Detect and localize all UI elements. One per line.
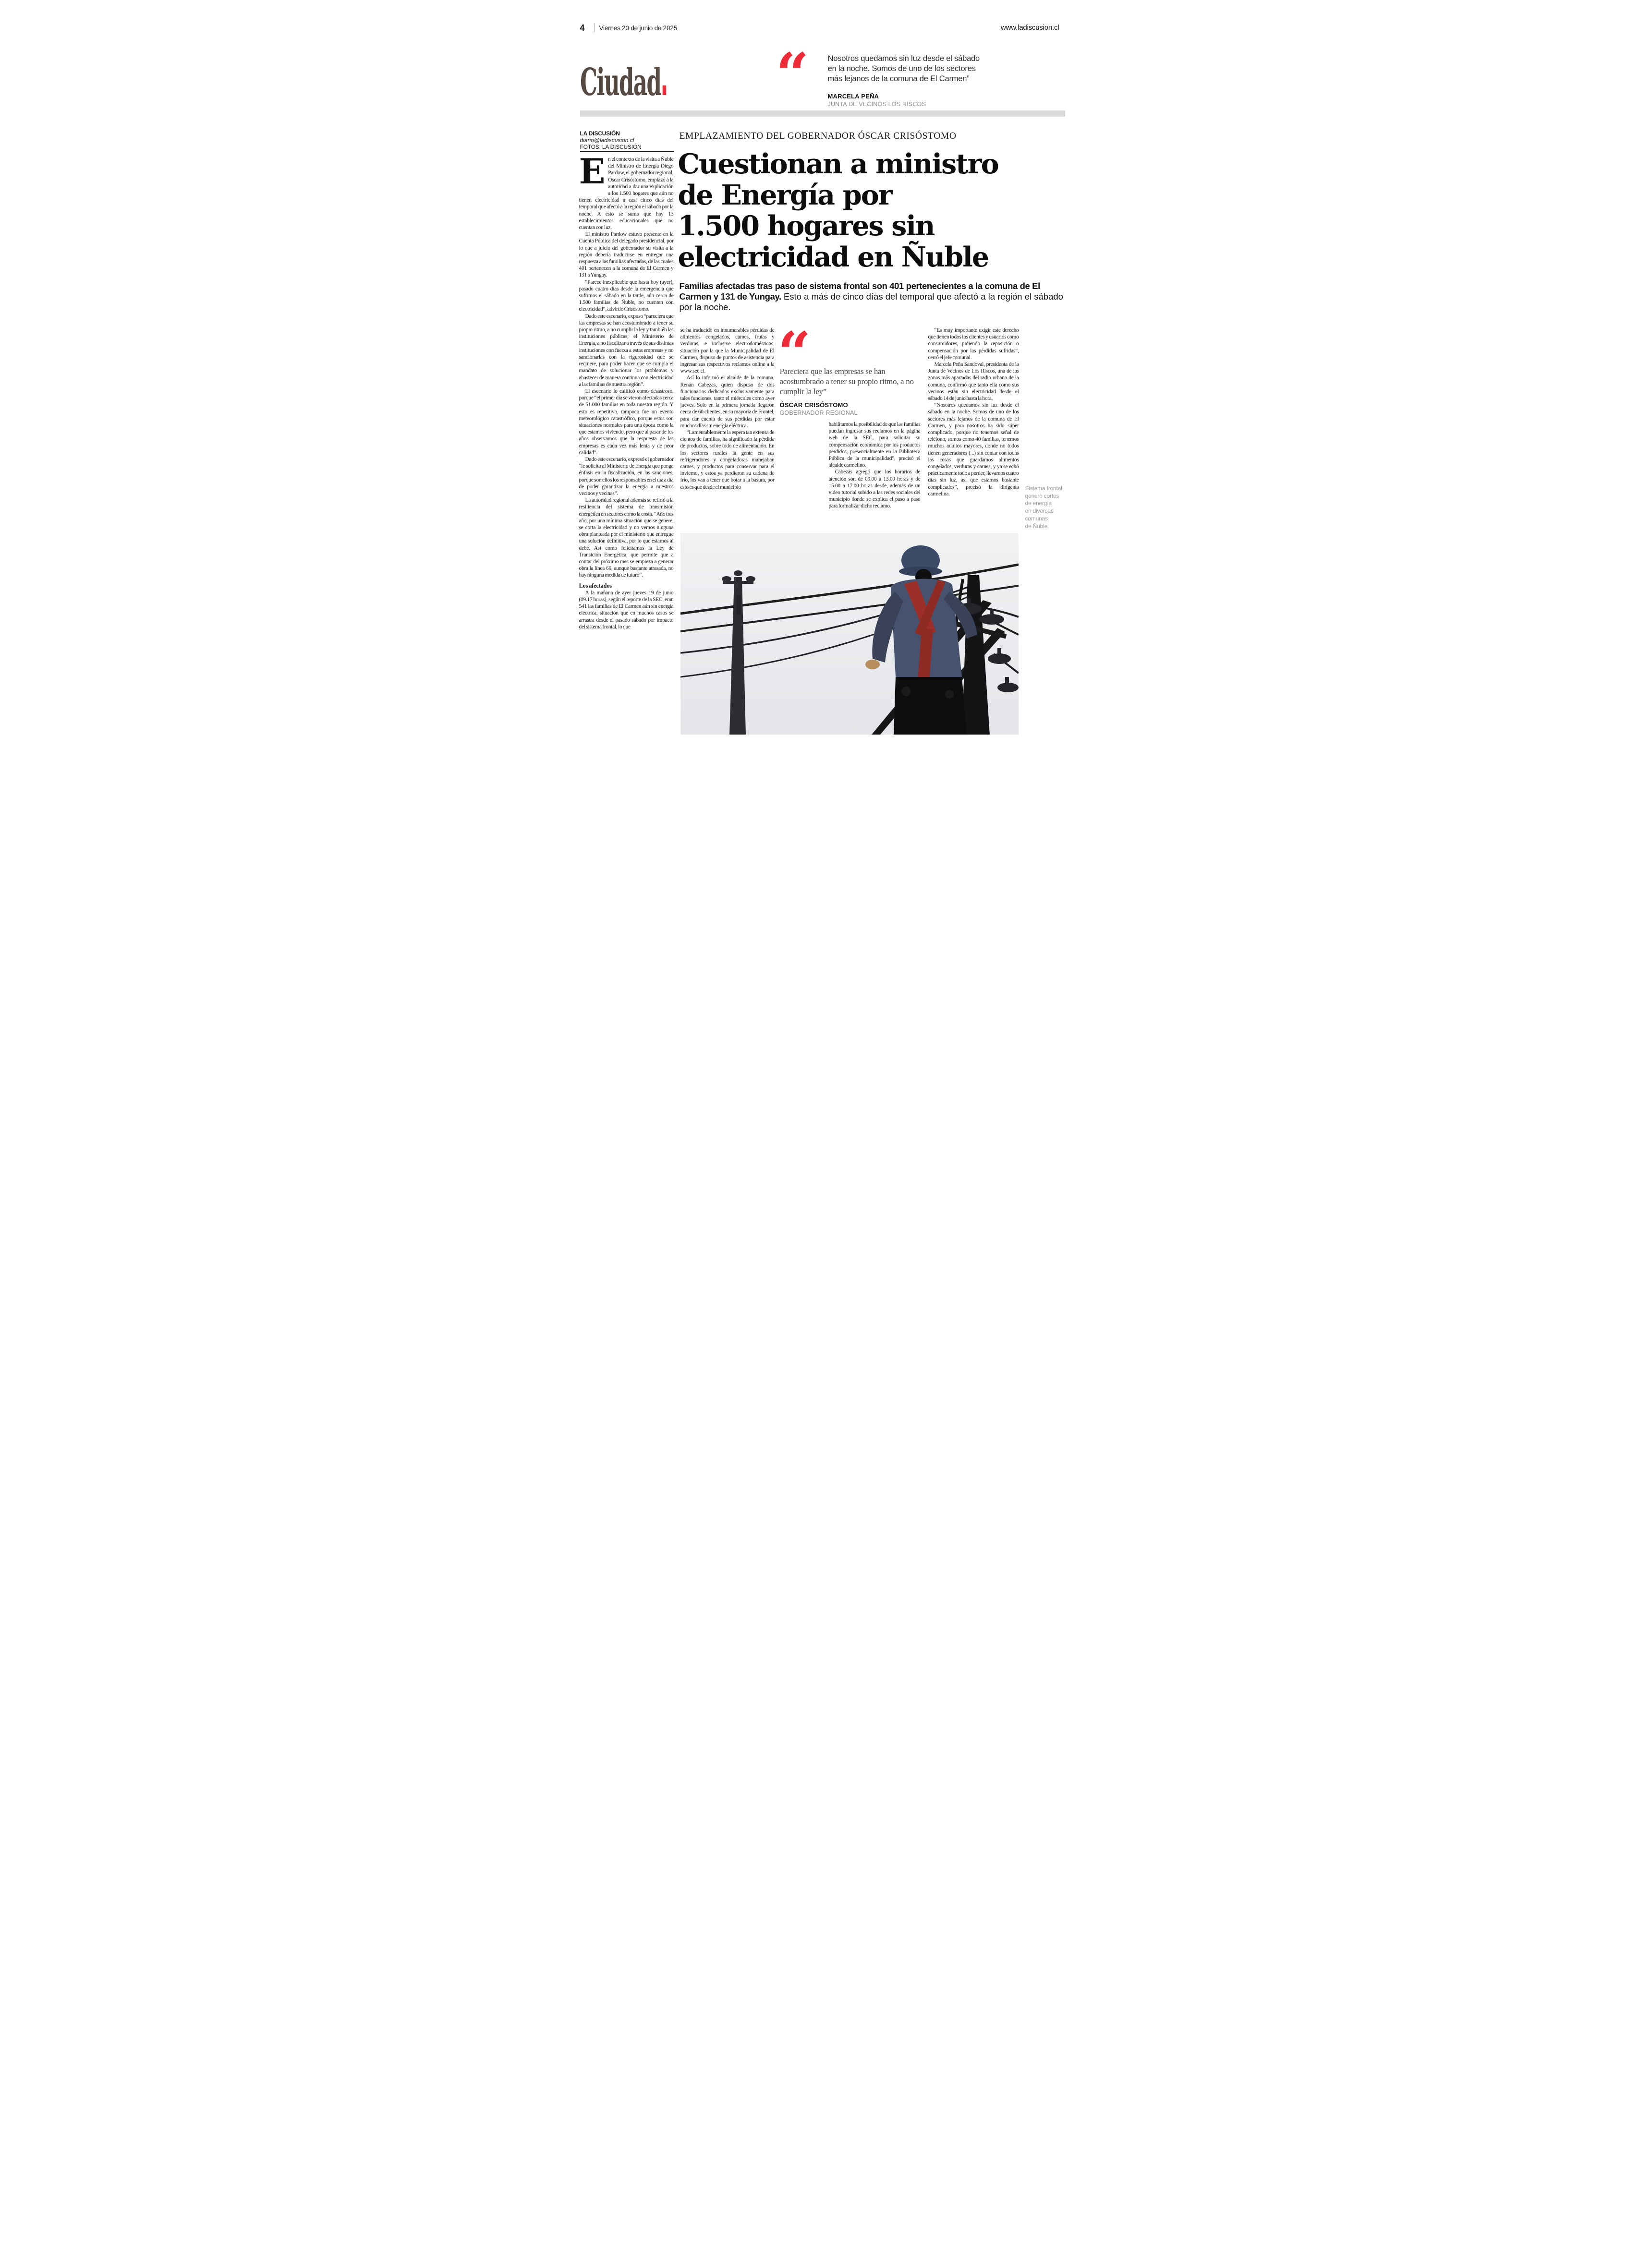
paragraph: Sistema frontal (1025, 485, 1062, 492)
paragraph: A la mañana de ayer jueves 19 de junio (09.17 horas), según el reporte de la SEC, eran 541 las familias de El Carmen aún sin energía eléctrica, situación que en muchos casos se arrastra desde el pasado sábado por impacto del sistema frontal, lo que (579, 590, 674, 630)
paragraph: El escenario lo calificó como desastroso, porque “el primer día se vieron afectadas cerca de 51.000 familias en toda nuestra región. Y esto es repetitivo, tampoco fue un evento meteorológico catastrófico, porque estos son situaciones normales para una época como la que estamos viviendo, pero que al pasar de los años observamos que la respuesta de las empresas es cada vez más lenta y de peor calidad”. (579, 388, 674, 456)
pull-quote-top: Nosotros quedamos sin luz desde el sábado en la noche. Somos de uno de los sectores más lejanos de la comuna de El Carmen” (827, 54, 980, 83)
pull-quote-mid-attribution (780, 401, 858, 416)
quote-author-name: MARCELA PEÑA (827, 93, 879, 100)
website-link[interactable]: www.ladiscusion.cl (1001, 24, 1059, 32)
paragraph: comunas (1025, 515, 1048, 522)
photo-caption (1025, 485, 1068, 530)
paragraph: Así lo informó el alcalde de la comuna, Renán Cabezas, quien dispuso de dos funcionarios dedicados exclusivamente para tales funciones, tanto el miércoles como ayer jueves. Solo en la primera jornada llegaron cerca de 60 clientes, en su mayoría de Frontel, para dar cuenta de sus pérdidas por estar muchos días sin energía eléctrica. (680, 375, 775, 429)
paragraph-text: n el contexto de la visita a Ñuble del Ministro de Energía Diego Pardow, el gobernador regional, Óscar Crisóstomo, emplazó a la autoridad a dar una explicación a los 1.500 hogares que aún no tienen electricidad a casi cinco días del temporal que afectó a la región el sábado por la noche. A esto se suma que hay 13 establecimientos educacionales que no cuentan con luz. (579, 157, 674, 231)
quote-author-role: GOBERNADOR REGIONAL (779, 410, 858, 416)
inline-subhead: Los afectados (579, 582, 612, 589)
paragraph: de Energía por (678, 179, 892, 211)
paragraph: La autoridad regional además se refirió a la resiliencia del sistema de transmisión energética en sectores como la costa. “Año tras año, por una mínima situación que se genere, se corta la electricidad y no vemos ninguna obra planteada por el ministerio que entregue una solución definitiva, por lo que estamos al debe. Así como felicitamos la Ley de Transición Energética, que permite que a contar del próximo mes se empieza a generar obra la línea 66, aunque bastante atrasada, no hay ninguna medida de futuro”. (579, 497, 674, 579)
section-divider-bar (580, 110, 1065, 117)
paragraph: “Lamentablemente la espera tan extensa de cientos de familias, ha significado la pérdida de productos, sobre todo de alimentación. En los sectores rurales la gente en sus refrigeradores y congeladoras manejaban carnes, y productos para conservar para el invierno, y estos ya perdieron su cadena de frío, los van a tener que botar a la basura, por esto es que desde el municipio (680, 430, 775, 490)
quote-author-role: JUNTA DE VECINOS LOS RISCOS (827, 101, 926, 108)
paragraph: Dado este escenario, expresó el gobernador “le solicito al Ministerio de Energía que ponga énfasis en la fiscalización, en las sanciones, porque son ellos los responsables en el día a día de poder garantizar la energía a nuestros vecinos y vecinas”. (579, 456, 674, 496)
body-column-2 (680, 327, 775, 532)
edition-date: Viernes 20 de junio de 2025 (599, 24, 677, 32)
paragraph: electricidad en Ñuble (678, 241, 989, 273)
news-photo (680, 533, 1019, 735)
paragraph: en diversas (1025, 507, 1054, 515)
paragraph: de Ñuble. (1025, 522, 1049, 530)
paragraph: “Nosotros quedamos sin luz desde el sábado en la noche. Somos de uno de los sectores más lejanos de la comuna de El Carmen, y para nosotros ha sido súper complicado, porque no tenemos señal de teléfono, somos como 40 familias, tenemos muchos adultos mayores, donde no todos tienen generadores (...) sin contar con todas las cosas que guardamos alimentos congelados, verduras y carnes, y ya se echó prácticamente todo a perder, llevamos cuatro días sin luz, así que estamos bastante complicados”, precisó la dirigenta carmelina. (928, 402, 1019, 497)
pull-quote-top-attribution (828, 93, 926, 108)
paragraph: Cabezas agregó que los horarios de atención son de 09.00 a 13.00 horas y de 15.00 a 17.00 horas desde, además de un video tutorial subido a las redes sociales del municipio donde se explica el paso a paso para formalizar dicho reclamo. (828, 469, 921, 509)
open-quote-icon-mid: “ (777, 319, 808, 387)
paragraph: 1.500 hogares sin (678, 210, 935, 242)
page-header (580, 23, 1059, 34)
paragraph: “Parece inexplicable que hasta hoy (ayer), pasado cuatro días desde la emergencia que sufrimos el sábado en la tarde, aún cerca de 1.500 familias de Ñuble, no cuenten con electricidad”, advirtió Crisóstomo. (579, 279, 674, 313)
section-title-red-dot (662, 85, 666, 95)
drop-cap: E (579, 156, 606, 192)
byline-email[interactable]: diario@ladiscusion.cl (580, 137, 634, 144)
byline-outlet: LA DISCUSIÓN (580, 130, 620, 137)
column1-paragraphs-b (579, 590, 674, 630)
byline-block (580, 130, 676, 150)
lead-paragraph (680, 281, 1072, 312)
body-column-3 (829, 421, 921, 532)
paragraph: habilitamos la posibilidad de que las familias puedan ingresar sus reclamos en la página web de la SEC, para solicitar su compensación económica por los productos perdidos, presencialmente en la Biblioteca Pública de la municipalidad”, precisó el alcalde carmelino. (828, 422, 921, 469)
byline-rule (580, 151, 674, 152)
column1-paragraphs (579, 231, 674, 579)
byline-photo-credit: FOTOS: LA DISCUSIÓN (580, 144, 642, 150)
paragraph: Dado este escenario, expuso “pareciera que las empresas se han acostumbrado a tener su propio ritmo, a no cumplir la ley y también las instituciones públicas, el Ministerio de Energía, a no fiscalizar a través de sus distintas instituciones con fuerza a estas empresas y no sancionarlas con la rigurosidad que se requiere, para poder hacer que se cumpla el mandato de solucionar los problemas y abastecer de manera continua con electricidad a las familias de nuestra región”. (579, 313, 674, 387)
paragraph: se ha traducido en innumerables pérdidas de alimentos congelados, carnes, frutas y verduras, e inclusive electrodomésticos, situación por la que la Municipalidad de El Carmen, dispuso de puntos de asistencia para ingresar sus respectivos reclamos online a la www.sec.cl. (680, 327, 775, 374)
pull-quote-mid: Pareciera que las empresas se han acostumbrado a tener su propio ritmo, a no cumplir la ley” (779, 367, 914, 396)
open-quote-icon: “ (776, 40, 806, 108)
lead-bold: Familias afectadas tras paso de sistema frontal son 401 pertenecientes a la comuna de El Carmen y 131 de Yungay. (679, 281, 1040, 302)
section-title (580, 60, 666, 104)
body-column-1 (579, 156, 674, 745)
paragraph: de energía (1025, 500, 1052, 507)
quote-author-name: ÓSCAR CRISÓSTOMO (779, 401, 848, 409)
paragraph: Marcela Peña Sandoval, presidenta de la Junta de Vecinos de Los Riscos, una de las zonas más apartadas del radio urbano de la comuna, confirmó que tanto ella como sus vecinos están sin electricidad desde el sábado 14 de junio hasta la hora. (928, 362, 1019, 402)
kicker: EMPLAZAMIENTO DEL GOBERNADOR ÓSCAR CRISÓSTOMO (679, 131, 957, 141)
paragraph: Cuestionan a ministro (678, 148, 998, 180)
page-number: 4 (580, 23, 585, 33)
lineman-photo-illustration (680, 533, 1019, 735)
newspaper-page (546, 0, 1093, 756)
section-title-text: Ciudad (580, 60, 661, 104)
lead-rest: Esto a más de cinco días del temporal que afectó a la región el sábado por la noche. (679, 291, 1063, 312)
paragraph: “Es muy importante exigir este derecho que tienen todos los clientes y usuarios como consumidores, pidiendo la reposición o compensación por las pérdidas sufridas”, cerró el jefe comunal. (928, 327, 1019, 361)
body-column-4 (928, 327, 1019, 536)
paragraph: El ministro Pardow estuvo presente en la Cuenta Pública del delegado presidencial, por lo que a juicio del gobernador su visita a la región debería traducirse en entregar una respuesta a las familias afectadas, de las cuales 401 pertenecen a la comuna de El Carmen y 131 a Yungay. (579, 231, 674, 278)
paragraph-dropcap (579, 156, 674, 231)
headline (678, 149, 1043, 273)
paragraph: generò cortes (1025, 492, 1059, 499)
